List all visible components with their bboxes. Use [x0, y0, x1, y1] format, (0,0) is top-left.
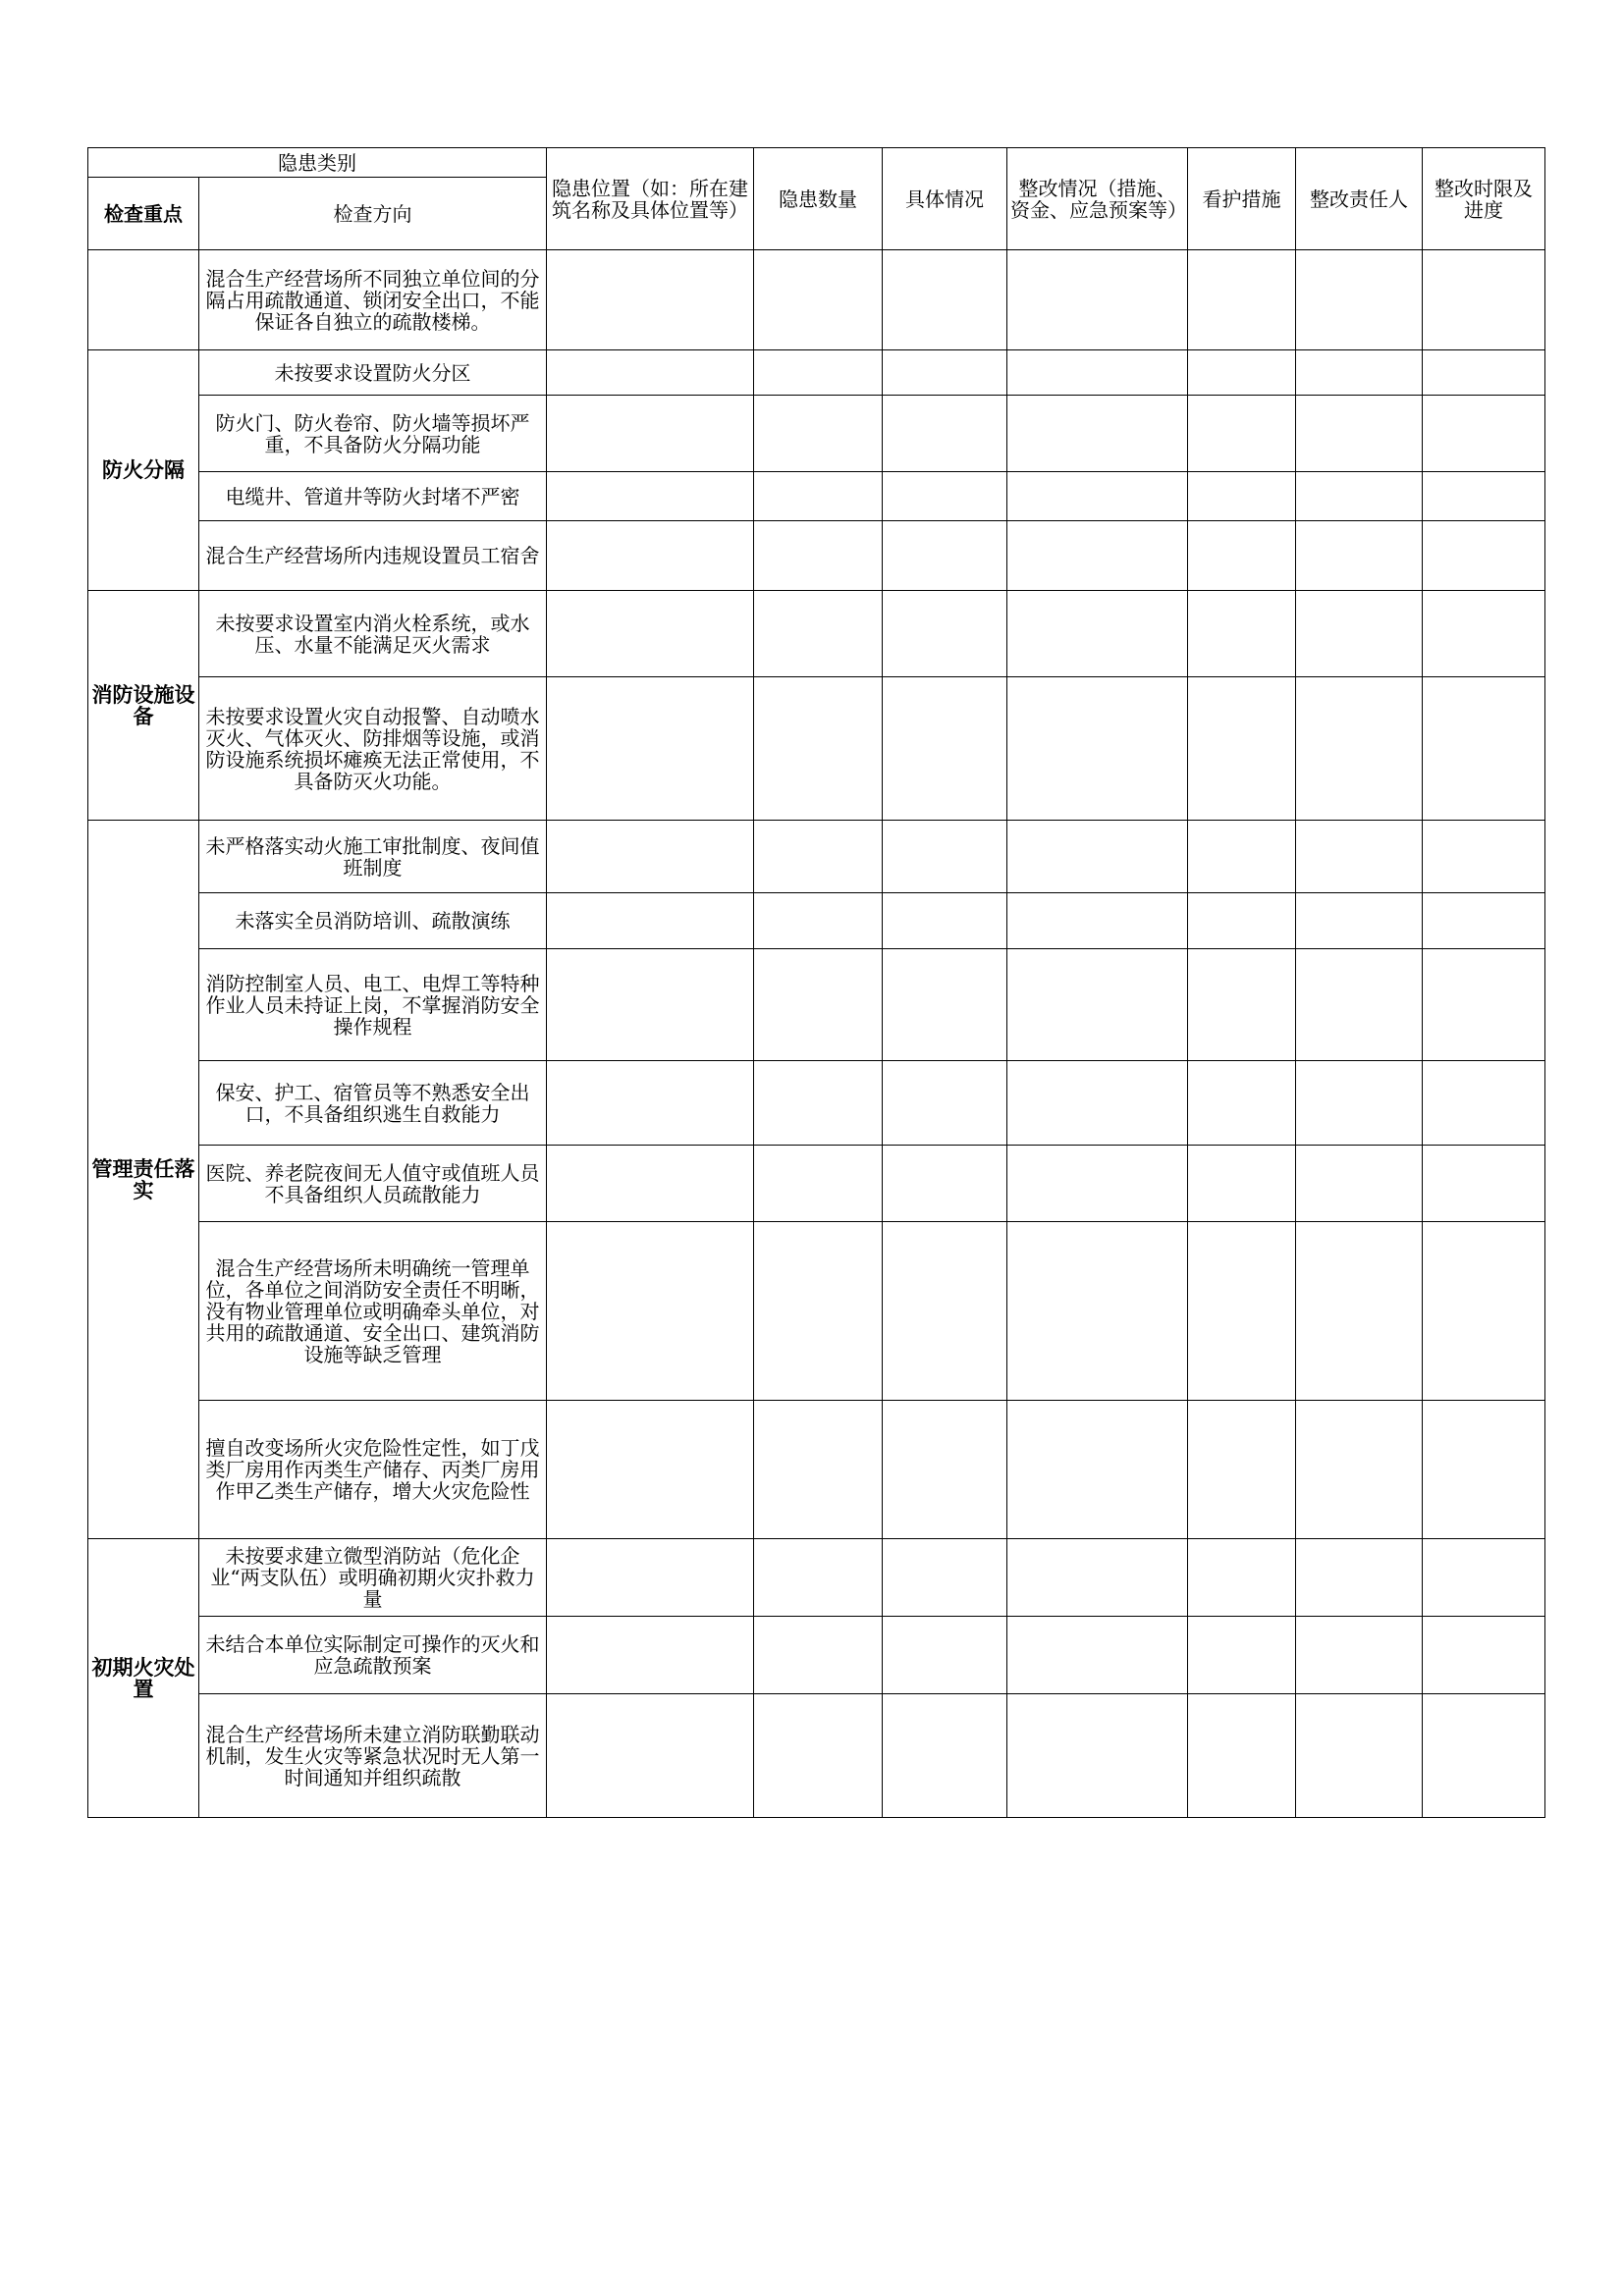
header-focus: 检查重点: [88, 178, 199, 250]
focus-cell-empty: [88, 250, 199, 350]
input-cell[interactable]: [1188, 521, 1296, 591]
input-cell[interactable]: [1296, 1539, 1423, 1617]
input-cell[interactable]: [883, 1694, 1007, 1818]
input-cell[interactable]: [754, 1061, 883, 1146]
direction-cell: 未严格落实动火施工审批制度、夜间值班制度: [199, 821, 547, 893]
table-row: [88, 521, 1545, 591]
header-location: 隐患位置（如：所在建筑名称及具体位置等）: [547, 148, 754, 250]
input-cell[interactable]: [547, 821, 754, 893]
input-cell[interactable]: [1296, 949, 1423, 1061]
input-cell[interactable]: [547, 396, 754, 472]
input-cell[interactable]: [1188, 1061, 1296, 1146]
input-cell[interactable]: [1007, 250, 1188, 350]
input-cell[interactable]: [883, 521, 1007, 591]
input-cell[interactable]: [1296, 472, 1423, 521]
input-cell[interactable]: [1007, 521, 1188, 591]
input-cell[interactable]: [1188, 1694, 1296, 1818]
direction-cell: 保安、护工、宿管员等不熟悉安全出口，不具备组织逃生自救能力: [199, 1061, 547, 1146]
table-row: [88, 821, 1545, 893]
table-row: [88, 1617, 1545, 1694]
input-cell[interactable]: [1423, 1617, 1545, 1694]
input-cell[interactable]: [1296, 893, 1423, 949]
input-cell[interactable]: [547, 472, 754, 521]
input-cell[interactable]: [883, 250, 1007, 350]
input-cell[interactable]: [1423, 521, 1545, 591]
input-cell[interactable]: [754, 1539, 883, 1617]
input-cell[interactable]: [1423, 591, 1545, 677]
table-row: [88, 350, 1545, 396]
input-cell[interactable]: [1423, 250, 1545, 350]
input-cell[interactable]: [1188, 396, 1296, 472]
direction-cell: 未结合本单位实际制定可操作的灭火和应急疏散预案: [199, 1617, 547, 1694]
input-cell[interactable]: [1188, 472, 1296, 521]
input-cell[interactable]: [1423, 1694, 1545, 1818]
input-cell[interactable]: [547, 1401, 754, 1539]
header-guard: 看护措施: [1188, 148, 1296, 250]
input-cell[interactable]: [1423, 949, 1545, 1061]
input-cell[interactable]: [1007, 591, 1188, 677]
input-cell[interactable]: [1007, 1401, 1188, 1539]
input-cell[interactable]: [1007, 821, 1188, 893]
direction-cell: 医院、养老院夜间无人值守或值班人员不具备组织人员疏散能力: [199, 1146, 547, 1222]
table-row: [88, 1401, 1545, 1539]
input-cell[interactable]: [547, 591, 754, 677]
input-cell[interactable]: [1188, 1146, 1296, 1222]
table-row: [88, 1694, 1545, 1818]
input-cell[interactable]: [1296, 350, 1423, 396]
table-row: [88, 949, 1545, 1061]
input-cell[interactable]: [1296, 521, 1423, 591]
input-cell[interactable]: [547, 1061, 754, 1146]
header-deadline: 整改时限及进度: [1423, 148, 1545, 250]
input-cell[interactable]: [1296, 591, 1423, 677]
input-cell[interactable]: [1296, 821, 1423, 893]
input-cell[interactable]: [1007, 472, 1188, 521]
input-cell[interactable]: [1188, 1401, 1296, 1539]
input-cell[interactable]: [883, 821, 1007, 893]
input-cell[interactable]: [754, 521, 883, 591]
input-cell[interactable]: [1007, 1222, 1188, 1401]
focus-fire-separation: 防火分隔: [88, 350, 199, 591]
input-cell[interactable]: [754, 1146, 883, 1222]
input-cell[interactable]: [1296, 1694, 1423, 1818]
input-cell[interactable]: [1296, 1617, 1423, 1694]
input-cell[interactable]: [883, 1061, 1007, 1146]
input-cell[interactable]: [547, 350, 754, 396]
input-cell[interactable]: [883, 591, 1007, 677]
input-cell[interactable]: [883, 1617, 1007, 1694]
header-category: 隐患类别: [88, 148, 547, 178]
header-rectification: 整改情况（措施、资金、应急预案等）: [1007, 148, 1188, 250]
input-cell[interactable]: [547, 1146, 754, 1222]
input-cell[interactable]: [883, 472, 1007, 521]
header-responsible: 整改责任人: [1296, 148, 1423, 250]
input-cell[interactable]: [754, 472, 883, 521]
input-cell[interactable]: [1188, 250, 1296, 350]
input-cell[interactable]: [1188, 677, 1296, 821]
input-cell[interactable]: [883, 949, 1007, 1061]
input-cell[interactable]: [754, 677, 883, 821]
direction-cell: 防火门、防火卷帘、防火墙等损坏严重，不具备防火分隔功能: [199, 396, 547, 472]
input-cell[interactable]: [754, 949, 883, 1061]
input-cell[interactable]: [883, 1146, 1007, 1222]
input-cell[interactable]: [1296, 1401, 1423, 1539]
input-cell[interactable]: [1007, 350, 1188, 396]
header-direction: 检查方向: [199, 178, 547, 250]
input-cell[interactable]: [754, 1617, 883, 1694]
focus-fire-facilities: 消防设施设备: [88, 591, 199, 821]
table-row: [88, 1061, 1545, 1146]
input-cell[interactable]: [754, 250, 883, 350]
focus-management-responsibility: 管理责任落实: [88, 821, 199, 1539]
table-row: [88, 893, 1545, 949]
input-cell[interactable]: [547, 1617, 754, 1694]
header-details: 具体情况: [883, 148, 1007, 250]
table-row: [88, 396, 1545, 472]
input-cell[interactable]: [883, 396, 1007, 472]
input-cell[interactable]: [1296, 250, 1423, 350]
input-cell[interactable]: [1007, 677, 1188, 821]
table-row: [88, 1146, 1545, 1222]
input-cell[interactable]: [1007, 893, 1188, 949]
input-cell[interactable]: [1423, 472, 1545, 521]
direction-cell: 未按要求设置室内消火栓系统，或水压、水量不能满足灭火需求: [199, 591, 547, 677]
input-cell[interactable]: [1296, 1222, 1423, 1401]
input-cell[interactable]: [1423, 1146, 1545, 1222]
input-cell[interactable]: [1188, 1222, 1296, 1401]
input-cell[interactable]: [1296, 396, 1423, 472]
direction-cell: 混合生产经营场所内违规设置员工宿舍: [199, 521, 547, 591]
input-cell[interactable]: [883, 1222, 1007, 1401]
input-cell[interactable]: [883, 350, 1007, 396]
direction-cell: 擅自改变场所火灾危险性定性，如丁戊类厂房用作丙类生产储存、丙类厂房用作甲乙类生产储存，增大火灾危险性: [199, 1401, 547, 1539]
input-cell[interactable]: [1007, 396, 1188, 472]
input-cell[interactable]: [1007, 1061, 1188, 1146]
input-cell[interactable]: [547, 677, 754, 821]
table-row: [88, 677, 1545, 821]
input-cell[interactable]: [754, 893, 883, 949]
input-cell[interactable]: [1423, 821, 1545, 893]
input-cell[interactable]: [754, 350, 883, 396]
input-cell[interactable]: [1423, 1539, 1545, 1617]
input-cell[interactable]: [1296, 1146, 1423, 1222]
input-cell[interactable]: [1423, 1222, 1545, 1401]
input-cell[interactable]: [1296, 677, 1423, 821]
focus-initial-fire-response: 初期火灾处置: [88, 1539, 199, 1818]
input-cell[interactable]: [1188, 1539, 1296, 1617]
input-cell[interactable]: [1007, 1539, 1188, 1617]
input-cell[interactable]: [754, 1222, 883, 1401]
input-cell[interactable]: [883, 1401, 1007, 1539]
input-cell[interactable]: [883, 1539, 1007, 1617]
direction-cell: 未按要求设置火灾自动报警、自动喷水灭火、气体灭火、防排烟等设施，或消防设施系统损坏瘫痪无法正常使用，不具备防灭火功能。: [199, 677, 547, 821]
input-cell[interactable]: [1423, 677, 1545, 821]
input-cell[interactable]: [754, 821, 883, 893]
table-row: [88, 1539, 1545, 1617]
input-cell[interactable]: [1423, 350, 1545, 396]
direction-cell: 消防控制室人员、电工、电焊工等特种作业人员未持证上岗，不掌握消防安全操作规程: [199, 949, 547, 1061]
direction-cell: 未落实全员消防培训、疏散演练: [199, 893, 547, 949]
input-cell[interactable]: [1188, 821, 1296, 893]
input-cell[interactable]: [1296, 1061, 1423, 1146]
input-cell[interactable]: [754, 1401, 883, 1539]
table-row: [88, 250, 1545, 350]
hazard-inspection-table: [87, 147, 1545, 1818]
table-row: [88, 591, 1545, 677]
input-cell[interactable]: [1007, 1146, 1188, 1222]
input-cell[interactable]: [754, 1694, 883, 1818]
input-cell[interactable]: [547, 1694, 754, 1818]
input-cell[interactable]: [1188, 1617, 1296, 1694]
input-cell[interactable]: [547, 521, 754, 591]
input-cell[interactable]: [883, 893, 1007, 949]
direction-cell: 混合生产经营场所未建立消防联勤联动机制，发生火灾等紧急状况时无人第一时间通知并组织疏散: [199, 1694, 547, 1818]
input-cell[interactable]: [1423, 1401, 1545, 1539]
input-cell[interactable]: [1423, 1061, 1545, 1146]
input-cell[interactable]: [547, 1539, 754, 1617]
input-cell[interactable]: [547, 893, 754, 949]
input-cell[interactable]: [1007, 949, 1188, 1061]
direction-cell: 未按要求建立微型消防站（危化企业“两支队伍）或明确初期火灾扑救力量: [199, 1539, 547, 1617]
input-cell[interactable]: [883, 677, 1007, 821]
direction-cell: 未按要求设置防火分区: [199, 350, 547, 396]
input-cell[interactable]: [1188, 949, 1296, 1061]
input-cell[interactable]: [547, 250, 754, 350]
input-cell[interactable]: [1423, 396, 1545, 472]
direction-cell: 电缆井、管道井等防火封堵不严密: [199, 472, 547, 521]
table-row: [88, 472, 1545, 521]
input-cell[interactable]: [547, 1222, 754, 1401]
input-cell[interactable]: [754, 396, 883, 472]
input-cell[interactable]: [1188, 893, 1296, 949]
input-cell[interactable]: [1188, 350, 1296, 396]
input-cell[interactable]: [547, 949, 754, 1061]
input-cell[interactable]: [754, 591, 883, 677]
table-row: [88, 1222, 1545, 1401]
direction-cell: 混合生产经营场所未明确统一管理单位，各单位之间消防安全责任不明晰，没有物业管理单位或明确牵头单位，对共用的疏散通道、安全出口、建筑消防设施等缺乏管理: [199, 1222, 547, 1401]
header-count: 隐患数量: [754, 148, 883, 250]
input-cell[interactable]: [1188, 591, 1296, 677]
input-cell[interactable]: [1007, 1617, 1188, 1694]
input-cell[interactable]: [1423, 893, 1545, 949]
input-cell[interactable]: [1007, 1694, 1188, 1818]
header-row-1: [88, 148, 1545, 178]
direction-cell: 混合生产经营场所不同独立单位间的分隔占用疏散通道、锁闭安全出口，不能保证各自独立的疏散楼梯。: [199, 250, 547, 350]
